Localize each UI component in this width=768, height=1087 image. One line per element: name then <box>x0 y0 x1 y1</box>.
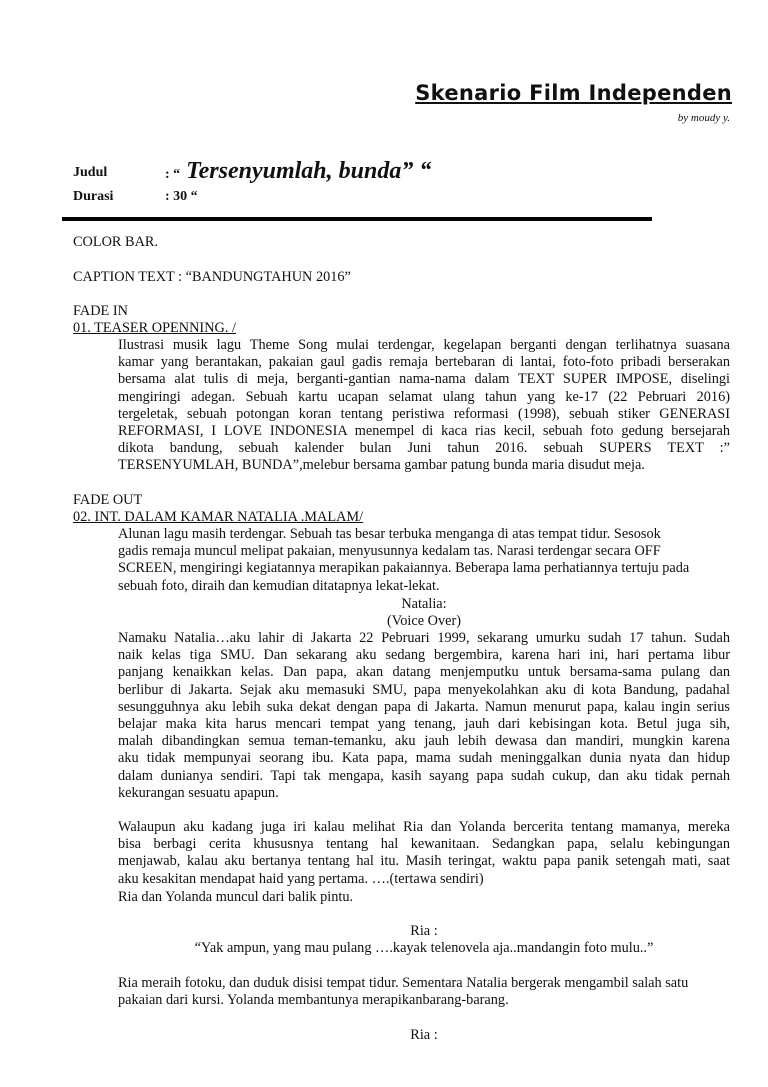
text-line: bersama alat tulis di meja, berganti-gantian nama-nama dalam TEXT SUPER IMPOSE, diselingi <box>118 371 730 388</box>
fade-in: FADE IN <box>73 303 128 319</box>
scene-2-description <box>118 526 730 595</box>
scene-2-heading: 02. INT. DALAM KAMAR NATALIA .MALAM/ <box>73 509 364 525</box>
film-title: Tersenyumlah, bunda” “ <box>180 158 432 184</box>
text-line: tergeletak, sebuah potongan koran tentang peristiwa reformasi (1998), sebuah stiker GENERASI <box>118 405 730 422</box>
text-line: sebuah foto, diraih dan kemudian ditatapnya lekat-lekat. <box>118 577 440 594</box>
text-line: pakaian dari kursi. Yolanda membantunya merapikanbarang-barang. <box>118 992 509 1009</box>
text-line: Ilustrasi musik lagu Theme Song mulai terdengar, kegelapan berganti dengan terlihatnya suasana <box>118 337 730 353</box>
judul-prefix: : “ <box>165 167 181 182</box>
text-line: SCREEN, mengiringi kegiatannya merapikan pakaiannya. Beberapa lama perhatiannya tertuju pada <box>118 560 690 577</box>
text-line: aku tidak mempunyai seorang ibu. Kata papa, mama sudah meninggalkan dunia nyata dan hidup <box>118 750 730 767</box>
text-line: sesungguhnya aku lebih suka dekat dengan papa di Jakarta. Namun menurut papa, kalau ingin serius <box>118 698 730 715</box>
voice-over-paragraph-2 <box>118 819 730 888</box>
text-line: naik kelas tiga SMU. Dan sekarang aku sedang bergembira, karena hari ini, hari pertama libur <box>118 647 730 664</box>
text-line: REFORMASI, I LOVE INDONESIA menempel di kaca rias kecil, sebuah foto gedung bersejarah <box>118 422 730 439</box>
document-title: Skenario Film Independen <box>415 81 732 105</box>
text-line: menjawab, kalau aku bertanya tentang hal itu. Masih teringat, waktu papa panik setengah mati, saat <box>118 853 730 870</box>
fade-out: FADE OUT <box>73 492 143 508</box>
text-line: kamar yang berantakan, pakaian gaul gadis remaja bertebaran di lantai, foto-foto pribadi berserakan <box>118 354 730 371</box>
caption-text: CAPTION TEXT : “BANDUNGTAHUN 2016” <box>73 269 351 285</box>
action-ria-takes-photo <box>118 975 730 1009</box>
text-line: Ria meraih fotoku, dan duduk disisi tempat tidur. Sementara Natalia bergerak mengambil salah satu <box>118 975 689 991</box>
dialogue-ria: “Yak ampun, yang mau pulang ….kayak telenovela aja..mandangin foto mulu..” <box>194 940 654 956</box>
judul-value <box>165 156 431 190</box>
text-line: panjang kenaikkan kelas. Dan papa, akan datang menjemputku untuk bersama-sama pulang dan <box>118 664 730 681</box>
judul-label: Judul <box>73 165 108 180</box>
text-line: dalam dunianya sendiri. Tapi tak mengapa, kasih sayang papa sudah cukup, dan aku tidak pernah <box>118 767 730 784</box>
text-line: Ria dan Yolanda muncul dari balik pintu. <box>118 889 354 905</box>
text-line: gadis remaja muncul melipat pakaian, menyusunnya kedalam tas. Narasi terdengar secara OFF <box>118 543 661 560</box>
durasi-label: Durasi <box>73 189 114 204</box>
author-byline: by moudy y. <box>677 112 730 124</box>
text-line: Walaupun aku kadang juga iri kalau melihat Ria dan Yolanda bercerita tentang mamanya, mereka <box>118 819 730 835</box>
color-bar-text: COLOR BAR. <box>73 234 158 250</box>
scene-1-heading: 01. TEASER OPENNING. / <box>73 320 236 336</box>
text-line: malah dibandingkan semua teman-temanku, aku jauh lebih dewasa dan mandiri, mungkin karena <box>118 733 730 750</box>
text-line: TERSENYUMLAH, BUNDA”,melebur bersama gambar patung bunda maria disudut meja. <box>118 457 645 474</box>
text-line: bisa berbagi cerita khususnya tentang hal kewanitaan. Sedangkan papa, selalu kebingungan <box>118 836 730 853</box>
text-line: mengiringi adegan. Sebuah kartu ucapan selamat ulang tahun yang ke-17 (22 Pebruari 2016) <box>118 388 730 405</box>
character-ria-2: Ria : <box>410 1027 438 1043</box>
text-line: belajar maka kita harus mencari tempat yang tenang, jauh dari kebisingan kota. Betul juga sih, <box>118 715 730 732</box>
text-line: Namaku Natalia…aku lahir di Jakarta 22 Pebruari 1999, sekarang umurku sudah 17 tahun. Sudah <box>118 630 730 646</box>
scene-1-description <box>118 337 730 475</box>
text-line: aku kesakitan mendapat haid yang pertama. ….(tertawa sendiri) <box>118 870 484 887</box>
text-line: dikota bandung, sebuah kalender bulan Juni tahun 2016. sebuah SUPERS TEXT :” <box>118 440 730 457</box>
voice-over-paragraph-1 <box>118 630 730 802</box>
character-natalia: Natalia: <box>401 596 447 612</box>
character-ria: Ria : <box>410 923 438 939</box>
text-line: berlibur di Jakarta. Sejak aku memasuki SMU, papa menyekolahkan aku di kota Bandung, padahal <box>118 681 730 698</box>
durasi-value: : 30 “ <box>165 189 198 204</box>
text-line: Alunan lagu masih terdengar. Sebuah tas besar terbuka menganga di atas tempat tidur. Sesosok <box>118 526 661 542</box>
parenthetical-voice-over: (Voice Over) <box>387 613 461 629</box>
header-divider <box>62 217 652 221</box>
action-ria-yolanda-enter <box>118 889 730 906</box>
text-line: kekurangan sesuatu apapun. <box>118 784 279 801</box>
